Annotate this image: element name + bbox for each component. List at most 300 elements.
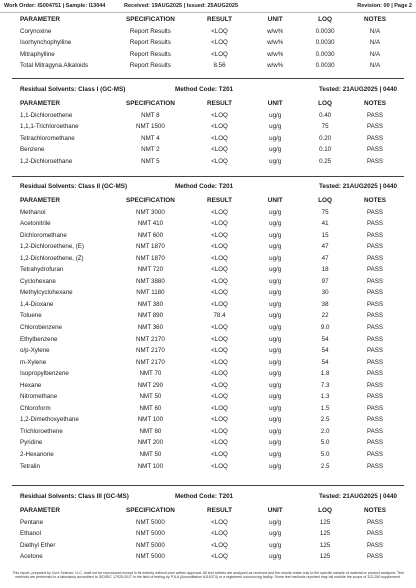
- alkaloid-table: [16, 14, 400, 72]
- table-cell: PASS: [366, 111, 384, 119]
- table-cell: ug/g: [269, 553, 282, 561]
- table-cell: <LOQ: [211, 277, 228, 285]
- table-cell: ug/g: [269, 335, 282, 343]
- column-header: NOTES: [364, 507, 387, 514]
- table-cell: <LOQ: [211, 134, 228, 142]
- table-cell: NMT 70: [139, 370, 162, 378]
- class2-title: Residual Solvents: Class II (GC-MS): [20, 182, 128, 190]
- table-cell: Pentane: [20, 518, 44, 526]
- table-cell: NMT 290: [137, 381, 164, 389]
- table-cell: PASS: [366, 208, 384, 216]
- column-header: NOTES: [364, 100, 387, 107]
- table-cell: PASS: [366, 123, 384, 131]
- table-cell: ug/g: [269, 277, 282, 285]
- table-cell: N/A: [369, 27, 381, 35]
- table-cell: w/w%: [267, 50, 284, 58]
- table-cell: o/p-Xylene: [20, 347, 50, 355]
- table-header-row: [16, 14, 400, 26]
- table-cell: Nitromethane: [20, 393, 58, 401]
- column-header: LOQ: [318, 197, 333, 204]
- table-cell: 2.0: [320, 427, 330, 435]
- table-row: [16, 357, 400, 369]
- table-row: [16, 551, 400, 563]
- table-cell: NMT 5000: [136, 530, 165, 538]
- table-cell: PASS: [366, 553, 384, 561]
- table-cell: ug/g: [269, 427, 282, 435]
- table-cell: <LOQ: [211, 300, 228, 308]
- table-cell: 54: [321, 358, 329, 366]
- table-cell: 2.5: [320, 416, 330, 424]
- table-cell: Cyclohexane: [20, 277, 56, 285]
- table-cell: ug/g: [269, 208, 282, 216]
- table-cell: Corynoxine: [20, 27, 52, 35]
- table-cell: Chlorobenzene: [20, 324, 62, 332]
- table-header-row: [16, 195, 400, 207]
- table-cell: ug/g: [269, 134, 282, 142]
- table-cell: NMT 720: [137, 266, 164, 274]
- table-cell: NMT 1180: [136, 289, 165, 297]
- table-row: [16, 241, 400, 253]
- table-row: [16, 110, 400, 122]
- table-row: [16, 517, 400, 529]
- column-header: LOQ: [318, 507, 333, 514]
- table-cell: Pyridine: [20, 439, 43, 447]
- table-cell: <LOQ: [211, 111, 228, 119]
- table-cell: ug/g: [269, 416, 282, 424]
- column-header: PARAMETER: [20, 507, 61, 514]
- class3-table: [16, 505, 400, 563]
- table-row: [16, 368, 400, 380]
- table-cell: NMT 360: [137, 324, 164, 332]
- table-row: [16, 528, 400, 540]
- table-cell: NMT 5000: [136, 553, 165, 561]
- table-cell: <LOQ: [211, 416, 228, 424]
- table-cell: <LOQ: [211, 208, 228, 216]
- table-row: [16, 264, 400, 276]
- column-header: PARAMETER: [20, 197, 61, 204]
- table-cell: <LOQ: [211, 27, 228, 35]
- table-cell: 38: [321, 300, 329, 308]
- table-cell: 1.3: [320, 393, 330, 401]
- table-cell: ug/g: [269, 146, 282, 154]
- table-cell: <LOQ: [211, 146, 228, 154]
- table-cell: Methanol: [20, 208, 46, 216]
- table-row: [16, 60, 400, 72]
- column-header: SPECIFICATION: [125, 507, 175, 514]
- table-cell: 0.0030: [315, 62, 335, 70]
- table-header-row: [16, 98, 400, 110]
- table-cell: N/A: [369, 39, 381, 47]
- table-cell: Tetralin: [20, 462, 40, 470]
- table-cell: 7.3: [320, 381, 330, 389]
- table-cell: ug/g: [269, 254, 282, 262]
- table-cell: PASS: [366, 541, 384, 549]
- table-cell: ug/g: [269, 370, 282, 378]
- column-header: RESULT: [206, 507, 233, 514]
- table-row: [16, 345, 400, 357]
- report-footer: This report, prepared by Core Science, LLC, shall not be reproduced except in its entirety without prior written approval. All test articles are analyzed as received and the results relate only to the specific sample of material or product analyzed. Test methods are performed in a laboratory accredited to ISO/IEC 17025:2017 in the field of testing by PJLA (Accreditation #116374) or a registered outsourcing facility. Some test methods reported may fall outside the scope of 122.250 supplement.: [12, 571, 404, 580]
- table-cell: Trichloroethene: [20, 427, 63, 435]
- table-row: [16, 310, 400, 322]
- table-cell: 15: [321, 231, 329, 239]
- table-cell: NMT 8: [141, 111, 160, 119]
- table-cell: <LOQ: [211, 39, 228, 47]
- table-cell: w/w%: [267, 39, 284, 47]
- table-cell: Report Results: [129, 39, 171, 47]
- class2-tested: Tested: 21AUG2025 | 0440: [319, 182, 397, 190]
- table-cell: <LOQ: [211, 266, 228, 274]
- column-header: NOTES: [364, 16, 387, 23]
- class3-title: Residual Solvents: Class III (GC-MS): [20, 492, 129, 500]
- table-cell: 47: [321, 243, 329, 251]
- table-cell: 0.10: [319, 146, 332, 154]
- table-cell: NMT 60: [139, 404, 162, 412]
- table-cell: NMT 50: [139, 393, 162, 401]
- table-cell: <LOQ: [211, 254, 228, 262]
- class3-method: Method Code: T201: [175, 492, 234, 500]
- table-row: [16, 391, 400, 403]
- table-cell: PASS: [366, 134, 384, 142]
- table-cell: N/A: [369, 62, 381, 70]
- table-cell: <LOQ: [211, 220, 228, 228]
- table-cell: PASS: [366, 462, 384, 470]
- class2-heading: [20, 181, 397, 191]
- class2-method: Method Code: T201: [175, 182, 234, 190]
- table-cell: <LOQ: [211, 439, 228, 447]
- column-header: LOQ: [318, 100, 333, 107]
- table-cell: NMT 1500: [136, 123, 165, 131]
- table-cell: PASS: [366, 157, 384, 165]
- column-header: UNIT: [267, 100, 283, 107]
- table-cell: NMT 100: [137, 416, 164, 424]
- table-cell: PASS: [366, 312, 384, 320]
- table-row: [16, 461, 400, 473]
- table-cell: 0.40: [319, 111, 332, 119]
- table-cell: ug/g: [269, 324, 282, 332]
- table-cell: 9.0: [320, 324, 330, 332]
- table-cell: 8.56: [213, 62, 226, 70]
- table-cell: 1,1-Dichloroethene: [20, 111, 73, 119]
- table-cell: 0.25: [319, 157, 332, 165]
- table-cell: Mitraphylline: [20, 50, 55, 58]
- table-cell: NMT 3880: [136, 277, 165, 285]
- class2-table: [16, 195, 400, 472]
- table-cell: 0.0030: [315, 39, 335, 47]
- table-cell: PASS: [366, 416, 384, 424]
- table-cell: <LOQ: [211, 381, 228, 389]
- column-header: NOTES: [364, 197, 387, 204]
- column-header: UNIT: [267, 507, 283, 514]
- table-cell: PASS: [366, 347, 384, 355]
- table-cell: Acetone: [20, 553, 43, 561]
- table-cell: 125: [319, 553, 331, 561]
- table-cell: PASS: [366, 266, 384, 274]
- table-row: [16, 144, 400, 156]
- table-cell: Hexane: [20, 381, 42, 389]
- table-cell: NMT 80: [139, 427, 162, 435]
- table-cell: NMT 5000: [136, 541, 165, 549]
- table-cell: 2-Hexanone: [20, 451, 54, 459]
- table-cell: ug/g: [269, 541, 282, 549]
- table-cell: 2.5: [320, 462, 330, 470]
- table-row: [16, 334, 400, 346]
- table-cell: ug/g: [269, 266, 282, 274]
- table-row: [16, 230, 400, 242]
- table-cell: Methylcyclohexane: [20, 289, 73, 297]
- table-row: [16, 403, 400, 415]
- table-cell: ug/g: [269, 404, 282, 412]
- table-cell: NMT 1870: [136, 254, 165, 262]
- table-cell: <LOQ: [211, 324, 228, 332]
- column-header: PARAMETER: [20, 100, 61, 107]
- table-cell: 22: [321, 312, 329, 320]
- table-cell: NMT 100: [137, 462, 164, 470]
- table-cell: PASS: [366, 220, 384, 228]
- table-cell: 41: [321, 220, 329, 228]
- table-cell: Dichloromethane: [20, 231, 67, 239]
- divider: [12, 176, 404, 177]
- table-cell: w/w%: [267, 27, 284, 35]
- table-cell: ug/g: [269, 358, 282, 366]
- table-cell: <LOQ: [211, 50, 228, 58]
- table-cell: ug/g: [269, 451, 282, 459]
- table-row: [16, 449, 400, 461]
- table-cell: Report Results: [129, 62, 171, 70]
- column-header: UNIT: [267, 197, 283, 204]
- table-cell: <LOQ: [211, 243, 228, 251]
- table-cell: ug/g: [269, 111, 282, 119]
- table-cell: 78.4: [213, 312, 226, 320]
- table-cell: <LOQ: [211, 530, 228, 538]
- table-cell: w/w%: [267, 62, 284, 70]
- table-row: [16, 322, 400, 334]
- class3-heading: [20, 491, 397, 501]
- table-cell: 0.0030: [315, 50, 335, 58]
- table-cell: Report Results: [129, 50, 171, 58]
- table-cell: NMT 2170: [136, 335, 165, 343]
- table-cell: Isorhynchophylline: [20, 39, 72, 47]
- table-row: [16, 37, 400, 49]
- table-cell: PASS: [366, 335, 384, 343]
- table-cell: 1,2-Dimethoxyethane: [20, 416, 79, 424]
- class1-title: Residual Solvents: Class I (GC-MS): [20, 85, 126, 93]
- table-cell: Tetrahydrofuran: [20, 266, 64, 274]
- table-cell: Benzene: [20, 146, 45, 154]
- table-cell: PASS: [366, 427, 384, 435]
- table-cell: Isopropylbenzene: [20, 370, 69, 378]
- table-cell: PASS: [366, 254, 384, 262]
- table-cell: ug/g: [269, 289, 282, 297]
- table-cell: 97: [321, 277, 329, 285]
- table-cell: NMT 4: [141, 134, 160, 142]
- table-cell: Diethyl Ether: [20, 541, 56, 549]
- class1-method: Method Code: T201: [175, 85, 234, 93]
- table-cell: 75: [321, 123, 329, 131]
- table-cell: ug/g: [269, 300, 282, 308]
- table-cell: m-Xylene: [20, 358, 47, 366]
- table-cell: NMT 2: [141, 146, 160, 154]
- class1-table: [16, 98, 400, 167]
- table-cell: NMT 200: [137, 439, 164, 447]
- table-cell: 1.8: [320, 370, 330, 378]
- class1-tested: Tested: 21AUG2025 | 0440: [319, 85, 397, 93]
- table-cell: 1.5: [320, 404, 330, 412]
- table-cell: PASS: [366, 324, 384, 332]
- table-row: [16, 540, 400, 552]
- table-cell: 30: [321, 289, 329, 297]
- table-row: [16, 207, 400, 219]
- table-row: [16, 380, 400, 392]
- work-order-sample: Work Order: IS004751 | Sample: I13044: [4, 3, 106, 9]
- column-header: PARAMETER: [20, 16, 61, 23]
- table-cell: ug/g: [269, 243, 282, 251]
- table-cell: 125: [319, 541, 331, 549]
- table-cell: <LOQ: [211, 518, 228, 526]
- table-cell: ug/g: [269, 462, 282, 470]
- table-cell: <LOQ: [211, 541, 228, 549]
- table-cell: 0.20: [319, 134, 332, 142]
- table-cell: NMT 2170: [136, 358, 165, 366]
- table-cell: PASS: [366, 530, 384, 538]
- table-cell: 18: [321, 266, 329, 274]
- table-row: [16, 287, 400, 299]
- table-cell: 1,2-Dichloroethene, (E): [20, 243, 84, 251]
- divider: [12, 485, 404, 486]
- table-cell: <LOQ: [211, 347, 228, 355]
- divider: [12, 78, 404, 79]
- table-cell: PASS: [366, 231, 384, 239]
- received-issued: Received: 19AUG2025 | Issued: 25AUG2025: [124, 3, 239, 9]
- table-cell: PASS: [366, 439, 384, 447]
- table-cell: ug/g: [269, 347, 282, 355]
- table-cell: <LOQ: [211, 427, 228, 435]
- table-cell: 1,1,1-Trichloroethane: [20, 123, 79, 131]
- revision-page: Revision: 00 | Page 2: [357, 3, 412, 9]
- table-cell: <LOQ: [211, 123, 228, 131]
- table-cell: PASS: [366, 518, 384, 526]
- table-cell: 54: [321, 347, 329, 355]
- table-cell: NMT 380: [137, 300, 164, 308]
- table-cell: PASS: [366, 277, 384, 285]
- table-cell: 0.0030: [315, 27, 335, 35]
- table-row: [16, 49, 400, 61]
- table-row: [16, 414, 400, 426]
- table-cell: ug/g: [269, 530, 282, 538]
- table-cell: <LOQ: [211, 335, 228, 343]
- table-cell: ug/g: [269, 231, 282, 239]
- table-cell: Acetonitrile: [20, 220, 51, 228]
- table-cell: NMT 3000: [136, 208, 165, 216]
- table-cell: <LOQ: [211, 231, 228, 239]
- table-cell: PASS: [366, 381, 384, 389]
- table-cell: Toluene: [20, 312, 42, 320]
- table-cell: PASS: [366, 404, 384, 412]
- table-cell: 54: [321, 335, 329, 343]
- table-cell: ug/g: [269, 439, 282, 447]
- table-row: [16, 133, 400, 145]
- table-cell: PASS: [366, 289, 384, 297]
- table-row: [16, 26, 400, 38]
- table-cell: Ethanol: [20, 530, 41, 538]
- table-cell: ug/g: [269, 220, 282, 228]
- table-cell: Tetrachloromethane: [20, 134, 75, 142]
- table-cell: NMT 50: [139, 451, 162, 459]
- table-cell: PASS: [366, 243, 384, 251]
- table-cell: ug/g: [269, 381, 282, 389]
- column-header: SPECIFICATION: [125, 197, 175, 204]
- table-cell: NMT 890: [137, 312, 164, 320]
- table-cell: NMT 5: [141, 157, 160, 165]
- table-header-row: [16, 505, 400, 517]
- column-header: SPECIFICATION: [125, 100, 175, 107]
- table-row: [16, 121, 400, 133]
- table-cell: 47: [321, 254, 329, 262]
- table-cell: 5.0: [320, 451, 330, 459]
- table-cell: ug/g: [269, 157, 282, 165]
- column-header: RESULT: [206, 100, 233, 107]
- table-cell: 1,4-Dioxane: [20, 300, 54, 308]
- column-header: LOQ: [318, 16, 333, 23]
- column-header: RESULT: [206, 16, 233, 23]
- table-cell: 125: [319, 518, 331, 526]
- table-cell: PASS: [366, 451, 384, 459]
- table-cell: ug/g: [269, 393, 282, 401]
- table-cell: NMT 600: [137, 231, 164, 239]
- table-row: [16, 426, 400, 438]
- table-cell: PASS: [366, 358, 384, 366]
- class3-tested: Tested: 21AUG2025 | 0440: [319, 492, 397, 500]
- table-cell: NMT 5000: [136, 518, 165, 526]
- table-cell: <LOQ: [211, 462, 228, 470]
- table-cell: PASS: [366, 393, 384, 401]
- table-row: [16, 253, 400, 265]
- table-cell: <LOQ: [211, 289, 228, 297]
- table-cell: <LOQ: [211, 404, 228, 412]
- table-cell: <LOQ: [211, 553, 228, 561]
- column-header: UNIT: [267, 16, 283, 23]
- column-header: RESULT: [206, 197, 233, 204]
- table-row: [16, 156, 400, 168]
- table-row: [16, 276, 400, 288]
- table-cell: ug/g: [269, 518, 282, 526]
- table-row: [16, 218, 400, 230]
- table-row: [16, 437, 400, 449]
- table-cell: PASS: [366, 370, 384, 378]
- table-cell: N/A: [369, 50, 381, 58]
- table-cell: <LOQ: [211, 393, 228, 401]
- table-cell: 125: [319, 530, 331, 538]
- class1-heading: [20, 84, 397, 94]
- table-cell: PASS: [366, 146, 384, 154]
- table-cell: ug/g: [269, 123, 282, 131]
- table-cell: NMT 410: [137, 220, 164, 228]
- table-cell: NMT 2170: [136, 347, 165, 355]
- table-cell: 1,2-Dichloroethene, (Z): [20, 254, 84, 262]
- table-cell: <LOQ: [211, 451, 228, 459]
- table-cell: Report Results: [129, 27, 171, 35]
- table-cell: <LOQ: [211, 358, 228, 366]
- table-cell: 5.0: [320, 439, 330, 447]
- table-cell: NMT 1870: [136, 243, 165, 251]
- table-cell: Chloroform: [20, 404, 51, 412]
- table-cell: Total Mitragyna Alkaloids: [20, 62, 89, 70]
- table-cell: PASS: [366, 300, 384, 308]
- table-cell: ug/g: [269, 312, 282, 320]
- table-cell: <LOQ: [211, 157, 228, 165]
- table-row: [16, 299, 400, 311]
- table-cell: 1,2-Dichloroethane: [20, 157, 73, 165]
- table-cell: 75: [321, 208, 329, 216]
